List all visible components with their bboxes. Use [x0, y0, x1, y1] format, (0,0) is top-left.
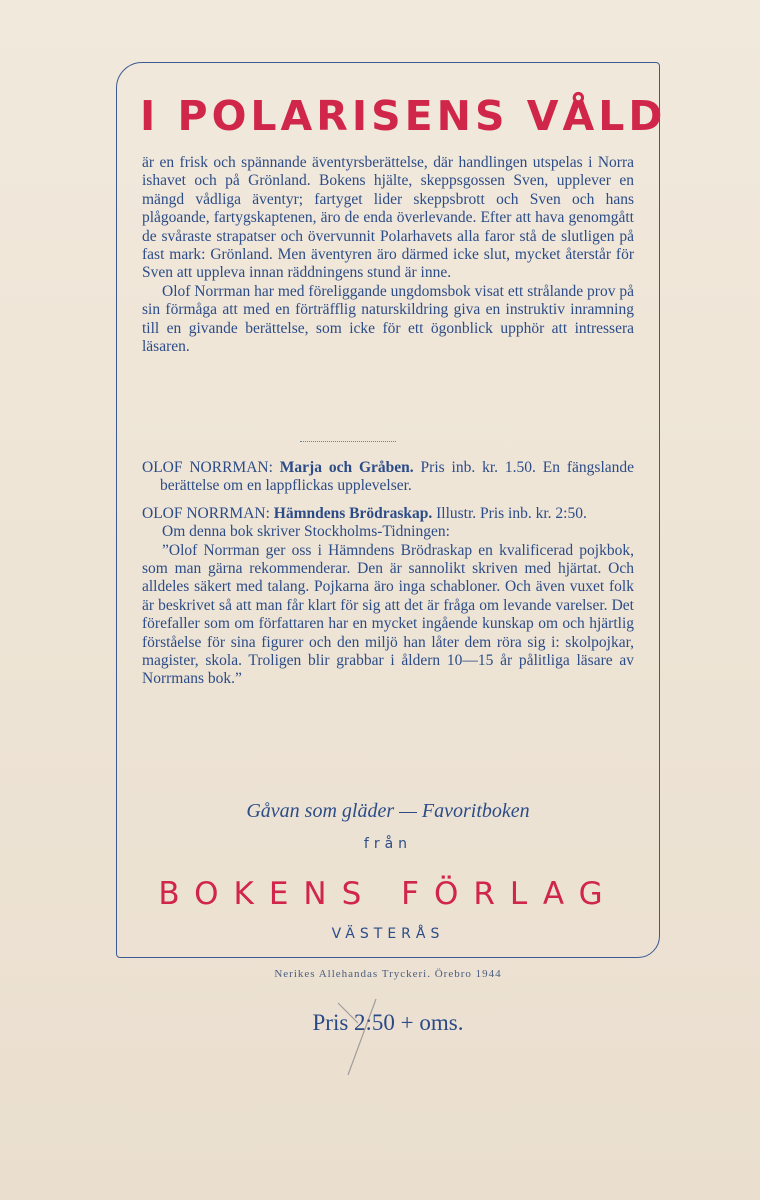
publisher-city: VÄSTERÅS [331, 926, 445, 942]
description-paragraph-2: Olof Norrman har med föreliggande ungdomsbok visat ett strålande prov på sin förmåga att med en förträfflig naturskildring giva en instruktiv inramning till en givande berättelse, som icke för ett ögonblick upphör att intressera läsaren. [142, 282, 634, 356]
book-details: Pris inb. kr. 1.50. En fängslande berättelse om en lappflickas upplevelser. [160, 459, 635, 495]
publisher-name: BOKENS FÖRLAG [158, 876, 618, 912]
slogan: Gåvan som gläder — Favoritboken [246, 800, 530, 822]
book-author: OLOF NORRMAN: [142, 504, 270, 522]
separator-dots [300, 441, 396, 442]
description-paragraph-1: är en frisk och spännande äventyrsberättelse, där handlingen utspelas i Norra ishavet och på Grönland. Bokens hjälte, skeppsgossen Sven, upplever en mängd vådliga äventyr; fartyget lider skeppsbrott och Sven och hans plågoande, fartygskaptenen, äro de enda överlevande. Efter att hava genomgått de svåraste strapatser och övervunnit Polarhavets alla faror stå de slutligen på fast mark: Grönland. Men äventyren äro därmed icke slut, mycket återstår för Sven att uppleva innan räddningens stund är inne. [142, 154, 634, 282]
book-title: Hämndens Brödraskap. [273, 504, 433, 522]
book-details: Illustr. Pris inb. kr. 2:50. [436, 504, 587, 522]
price-label: Pris 2:50 + oms. [312, 1010, 464, 1035]
page-title: I POLARISENS VÅLD [140, 92, 667, 140]
printer-imprint: Nerikes Allehandas Tryckeri. Örebro 1944 [274, 968, 502, 980]
book-title: Marja och Gråben. [279, 459, 414, 476]
book-entry-hamndens [142, 505, 634, 523]
from-label: från [363, 836, 413, 852]
review-quote: ”Olof Norrman ger oss i Hämndens Brödraskap en kvalificerad pojkbok, som man gärna rekommenderar. Den är sannolikt skriven med hjärtat. Och alldeles säkert med talang. Pojkarna äro inga schabloner. Och även vuxet folk är beskrivet så att man får klart för sig att det är fråga om levande varelser. Det förefaller som om författaren har en mycket ingående kunskap om och hjärtlig förståelse för sina figurer och den miljö han låter dem röra sig i: skolpojkar, magister, skola. Troligen blir grabbar i åldern 10—15 år pålitliga läsare av Norrmans bok.” [142, 541, 634, 688]
review-intro: Om denna bok skriver Stockholms-Tidningen: [162, 523, 450, 541]
book-entry-marja [142, 459, 634, 496]
book-author: OLOF NORRMAN: [142, 459, 273, 476]
description-block [142, 154, 634, 356]
book-list [142, 459, 634, 689]
pencil-mark-icon [330, 995, 390, 1080]
